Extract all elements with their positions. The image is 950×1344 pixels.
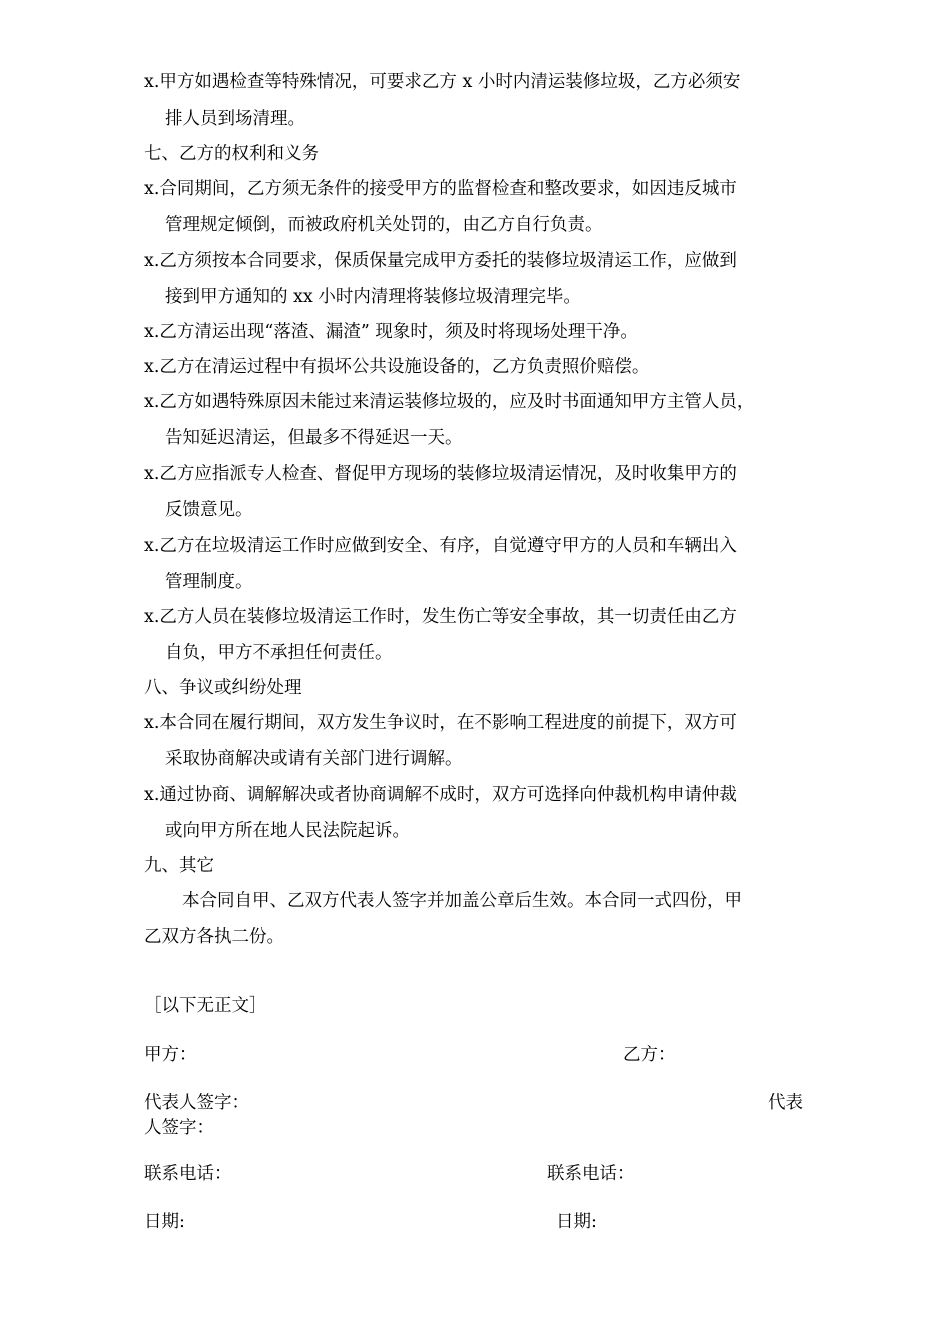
- party-a-representative-label: 代表人签字：: [144, 1093, 249, 1113]
- party-b-representative-label: 代表: [768, 1093, 803, 1113]
- clause-text: x.通过协商、调解解决或者协商调解不成时，双方可选择向仲裁机构申请仲裁: [144, 785, 737, 805]
- party-a-date-label: 日期:: [144, 1212, 185, 1232]
- closing-paragraph: 本合同自甲、乙双方代表人签字并加盖公章后生效。本合同一式四份，甲: [182, 891, 742, 911]
- clause-text: x.乙方在垃圾清运工作时应做到安全、有序，自觉遵守甲方的人员和车辆出入: [144, 536, 737, 556]
- party-b-representative-label-continued: 人签字：: [144, 1118, 214, 1138]
- section-heading: 九、其它: [144, 856, 214, 876]
- section-heading: 七、乙方的权利和义务: [144, 144, 319, 164]
- clause-text: 采取协商解决或请有关部门进行调解。: [165, 749, 463, 769]
- section-heading: 八、争议或纠纷处理: [144, 678, 302, 698]
- party-b-phone-label: 联系电话：: [547, 1164, 635, 1184]
- party-b-date-label: 日期:: [556, 1212, 597, 1232]
- party-a-label: 甲方：: [144, 1045, 197, 1065]
- closing-paragraph: 乙双方各执二份。: [144, 927, 284, 947]
- clause-text: x.乙方人员在装修垃圾清运工作时，发生伤亡等安全事故，其一切责任由乙方: [144, 607, 737, 627]
- clause-text: 自负，甲方不承担任何责任。: [165, 643, 393, 663]
- clause-text: x.乙方清运出现“落渣、漏渣” 现象时，须及时将现场处理干净。: [144, 322, 638, 342]
- clause-text: 管理制度。: [165, 572, 253, 592]
- party-a-phone-label: 联系电话：: [144, 1164, 232, 1184]
- clause-text: x.合同期间，乙方须无条件的接受甲方的监督检查和整改要求，如因违反城市: [144, 179, 737, 199]
- clause-text: 或向甲方所在地人民法院起诉。: [165, 821, 410, 841]
- clause-text: 管理规定倾倒，而被政府机关处罚的，由乙方自行负责。: [165, 215, 603, 235]
- clause-text: x.乙方如遇特殊原因未能过来清运装修垃圾的，应及时书面通知甲方主管人员，: [144, 392, 755, 412]
- clause-text: 排人员到场清理。: [165, 109, 305, 129]
- end-of-text-note: ［以下无正文］: [144, 996, 267, 1016]
- clause-text: 反馈意见。: [165, 500, 253, 520]
- clause-text: x.本合同在履行期间，双方发生争议时，在不影响工程进度的前提下，双方可: [144, 713, 737, 733]
- party-b-label: 乙方：: [623, 1045, 676, 1065]
- clause-text: x.乙方应指派专人检查、督促甲方现场的装修垃圾清运情况，及时收集甲方的: [144, 464, 737, 484]
- clause-text: x.甲方如遇检查等特殊情况，可要求乙方 x 小时内清运装修垃圾，乙方必须安: [144, 72, 741, 92]
- clause-text: 接到甲方通知的 xx 小时内清理将装修垃圾清理完毕。: [165, 287, 581, 307]
- clause-text: 告知延迟清运，但最多不得延迟一天。: [165, 428, 463, 448]
- clause-text: x.乙方在清运过程中有损坏公共设施设备的，乙方负责照价赔偿。: [144, 357, 650, 377]
- clause-text: x.乙方须按本合同要求，保质保量完成甲方委托的装修垃圾清运工作，应做到: [144, 251, 737, 271]
